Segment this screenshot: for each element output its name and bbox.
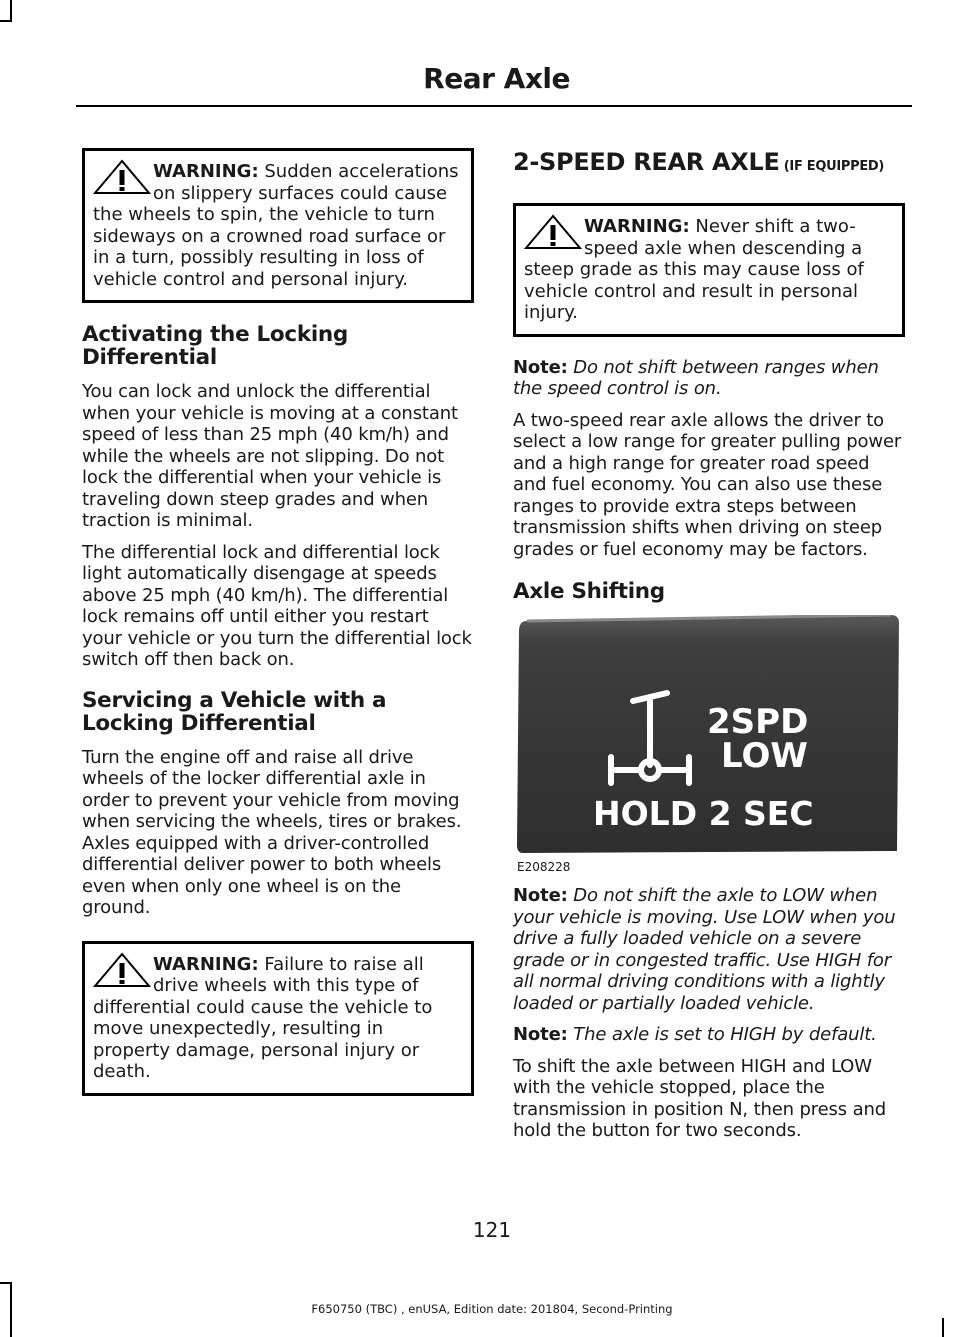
warning-label: WARNING: xyxy=(153,161,259,182)
paragraph: The differential lock and differential lock light automatically disengage at speeds above 25 mph (40 km/h). The differential lock remains off until either you restart your vehicle or you turn the differential lock switch off then back on. xyxy=(82,541,472,670)
chapter-heading: 2-SPEED REAR AXLE (IF EQUIPPED) xyxy=(513,148,885,176)
warning-box xyxy=(82,148,474,303)
note: Note: The axle is set to HIGH by default. xyxy=(513,1024,877,1045)
axle-switch-panel xyxy=(513,615,905,857)
page-header-title: Rear Axle xyxy=(423,62,570,95)
warning-text: Sudden accelerations on slippery surfaces could cause the wheels to spin, the vehicle to turn sideways on a crowned road surface or in a turn, possibly resulting in loss of vehicle control and personal injury. xyxy=(93,161,459,290)
axle-switch-illustration xyxy=(513,615,913,875)
header-rule xyxy=(76,105,912,107)
figure-code: E208228 xyxy=(517,860,571,874)
paragraph: A two-speed rear axle allows the driver to select a low range for greater pulling power and a high range for greater road speed and fuel economy. You can also use these ranges to provide extra steps between transmission shifts when driving on steep grades or fuel economy may be factors. xyxy=(513,409,902,560)
warning-triangle-icon xyxy=(93,159,151,195)
section-heading: Axle Shifting xyxy=(513,579,665,604)
paragraph: You can lock and unlock the differential when your vehicle is moving at a constant speed of less than 25 mph (40 km/h) and while the wheels are not slipping. Do not lock the differential when your vehicle is traveling down steep grades and when traction is minimal. xyxy=(82,381,458,531)
warning-box xyxy=(82,941,474,1096)
crop-mark xyxy=(0,20,12,22)
section-heading: Servicing a Vehicle with a Locking Differential xyxy=(82,687,387,736)
crop-mark xyxy=(10,0,12,22)
crop-mark xyxy=(942,1318,944,1337)
paragraph: Turn the engine off and raise all drive wheels of the locker differential axle in order to prevent your vehicle from moving when servicing the wheels, tires or brakes. Axles equipped with a driver-controlled differential deliver power to both wheels even when only one wheel is on the ground. xyxy=(82,746,462,918)
warning-label: WARNING: xyxy=(153,953,259,975)
section-heading: Activating the Locking Differential xyxy=(82,322,349,370)
left-column xyxy=(82,148,474,1116)
page-number: 121 xyxy=(472,1218,512,1242)
crop-mark xyxy=(0,1282,12,1284)
note: Note: Do not shift between ranges when the speed control is on. xyxy=(513,356,879,399)
right-column xyxy=(513,148,905,1152)
panel-line-low: LOW xyxy=(721,736,808,776)
warning-triangle-icon xyxy=(524,214,582,250)
panel-line-hold: HOLD 2 SEC xyxy=(593,794,814,833)
panel-line-2spd: 2SPD xyxy=(707,702,809,742)
page-footer: F650750 (TBC) , enUSA, Edition date: 201804, Second-Printing xyxy=(311,1302,673,1316)
warning-text: Failure to raise all drive wheels with this type of differential could cause the vehicle to move unexpectedly, resulting in property damage, personal injury or death. xyxy=(93,953,433,1082)
note: Note: Do not shift the axle to LOW when your vehicle is moving. Use LOW when you drive a fully loaded vehicle on a severe grade or in congested traffic. Use HIGH for all normal driving conditions with a lightly loaded or partially loaded vehicle. xyxy=(513,885,896,1014)
warning-text: Never shift a two-speed axle when descending a steep grade as this may cause loss of vehicle control and result in personal injury. xyxy=(524,216,864,323)
warning-triangle-icon xyxy=(93,952,151,988)
warning-box xyxy=(513,203,905,337)
warning-label: WARNING: xyxy=(584,216,690,237)
paragraph: To shift the axle between HIGH and LOW with the vehicle stopped, place the transmission in position N, then press and hold the button for two seconds. xyxy=(513,1055,886,1141)
